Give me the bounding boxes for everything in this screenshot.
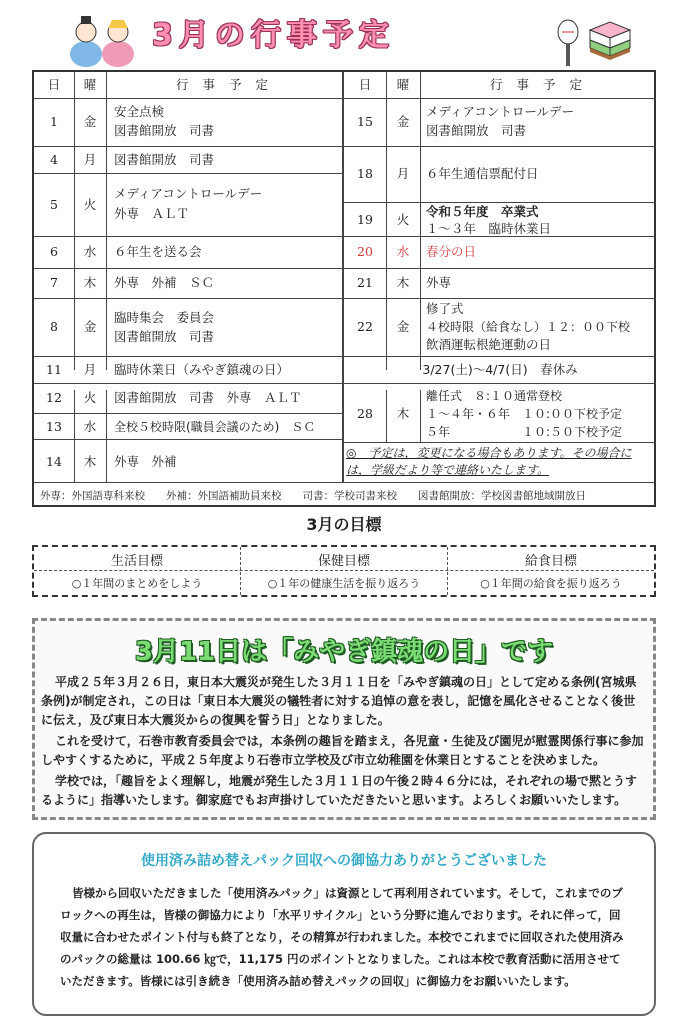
day-cell: 21 bbox=[357, 275, 373, 290]
weekday-cell: 火 bbox=[396, 212, 410, 227]
goal-text: ○１年の健康生活を振り返ろう bbox=[267, 577, 421, 590]
event-line: メディアコントロールデー bbox=[426, 104, 575, 119]
goal-life bbox=[34, 547, 240, 595]
recycle-body: 皆様から回収いただきました「使用済みパック」は資源として再利用されています。そして，これまでのブロックへの再生は，皆様の御協力により「水平リサイクル」という分野に進んでおります。それに伴って，回収量に合わせたポイント付与も終了となり，その精算が行われました。本校でこれまでに回収された使用済みのパックの総量は 100.66 ㎏で，11,175 円のポイントとなりました。これは本校で教育活動に活用させていただきます。皆様には引き続き「使用済み詰め替えパックの回収」に御協力をお願いいたします。 bbox=[60, 886, 624, 988]
event-line: 図書館開放 司書 bbox=[114, 329, 215, 344]
event-line: 令和５年度 卒業式 bbox=[426, 204, 539, 219]
event-line: 図書館開放 司書 bbox=[426, 123, 527, 138]
event-line: 飲酒運転根絶運動の日 bbox=[426, 337, 552, 352]
event-line: 外専 bbox=[426, 275, 452, 290]
event-line: ４校時限（給食なし）１２：００下校 bbox=[426, 320, 631, 334]
hishi-mochi-icon bbox=[586, 16, 634, 64]
header-event-right: 行事予定 bbox=[489, 77, 596, 92]
goal-heading: 保健目標 bbox=[317, 554, 370, 569]
goal-heading: 生活目標 bbox=[110, 554, 163, 569]
day-cell: 7 bbox=[50, 275, 58, 290]
event-line: 春分の日 bbox=[426, 244, 477, 259]
header-event: 行事予定 bbox=[175, 77, 282, 92]
day-cell: 19 bbox=[357, 212, 373, 227]
abbreviation-legend: 外専：外国語専科来校 外補：外国語補助員来校 司書：学校司書来校 図書館開放：学校図書館地域開放日 bbox=[40, 490, 586, 502]
day-cell: 5 bbox=[50, 197, 58, 212]
weekday-cell: 水 bbox=[83, 244, 97, 259]
day-cell: 8 bbox=[50, 319, 58, 334]
weekday-cell: 木 bbox=[83, 454, 97, 469]
event-line: 離任式 ８:１０通常登校 bbox=[426, 389, 563, 403]
event-line: ６年生を送る会 bbox=[114, 244, 202, 259]
weekday-cell: 水 bbox=[83, 419, 97, 434]
event-line: ５年 １０:５０下校予定 bbox=[426, 425, 623, 439]
event-line: 臨時集会 委員会 bbox=[114, 310, 215, 325]
memorial-day-title: 3月11日は「みやぎ鎮魂の日」です bbox=[134, 637, 554, 667]
goal-health bbox=[241, 547, 447, 595]
event-line: 修了式 bbox=[426, 301, 464, 316]
weekday-cell: 木 bbox=[83, 275, 97, 290]
weekday-cell: 月 bbox=[83, 362, 97, 377]
weekday-cell: 金 bbox=[83, 319, 97, 334]
memorial-paragraph: これを受けて，石巻市教育委員会では，本条例の趣旨を踏まえ，各児童・生徒及び園児が慰霊関係行事に参加しやすくするために，平成２５年度より石巻市立学校及び市立幼稚園を休業日とすることを決めました。 bbox=[41, 734, 644, 767]
weekday-cell: 月 bbox=[396, 166, 410, 181]
lantern-icon bbox=[555, 18, 581, 68]
memorial-paragraph: 平成２５年３月２６日，東日本大震災が発生した３月１１日を「みやぎ鎮魂の日」として定める条例(宮城県条例)が制定され，この日は「東日本大震災の犠牲者に対する追悼の意を表し，記憶を風化させることなく後世に伝え，及び東日本大震災からの復興を誓う日」となりました。 bbox=[41, 675, 637, 727]
event-line: 外専 ＡＬＴ bbox=[114, 206, 190, 221]
goal-lunch bbox=[448, 547, 654, 595]
weekday-cell: 火 bbox=[83, 390, 97, 405]
header-weekday: 曜 bbox=[83, 77, 97, 92]
spring-break-note: 3/27(土)～4/7(日) 春休み bbox=[422, 362, 578, 377]
day-cell: 1 bbox=[50, 114, 58, 129]
day-cell: 22 bbox=[357, 319, 373, 334]
event-line: 図書館開放 司書 外専 ＡＬＴ bbox=[114, 390, 302, 405]
event-line: 安全点検 bbox=[114, 104, 165, 119]
day-cell: 11 bbox=[46, 362, 62, 377]
weekday-cell: 金 bbox=[83, 114, 97, 129]
recycle-title: 使用済み詰め替えパック回収への御協力ありがとうございました bbox=[141, 853, 547, 869]
day-cell: 20 bbox=[357, 244, 373, 259]
event-line: ６年生通信票配付日 bbox=[426, 166, 539, 181]
weekday-cell: 木 bbox=[396, 406, 410, 421]
page-title: 3月の行事予定 bbox=[152, 18, 395, 53]
weekday-cell: 水 bbox=[396, 244, 410, 259]
day-cell: 4 bbox=[50, 152, 58, 167]
header-day-right: 日 bbox=[358, 77, 372, 92]
event-schedule-table bbox=[32, 70, 656, 507]
event-line: 外専 外補 bbox=[114, 454, 177, 469]
event-line: １～４年・６年 １０:００下校予定 bbox=[426, 407, 623, 421]
event-line: 外専 外補 ＳＣ bbox=[114, 275, 215, 290]
day-cell: 28 bbox=[357, 406, 373, 421]
memorial-day-section bbox=[32, 618, 656, 820]
day-cell: 12 bbox=[46, 390, 62, 405]
goals-title: 3月の目標 bbox=[306, 515, 382, 534]
weekday-cell: 金 bbox=[396, 114, 410, 129]
schedule-change-notice: ◎ 予定は，変更になる場合もあります。その場合には，学級だより等で連絡いたします。 bbox=[346, 446, 632, 477]
day-cell: 18 bbox=[357, 166, 373, 181]
monthly-goals-table bbox=[32, 545, 656, 597]
weekday-cell: 月 bbox=[83, 152, 97, 167]
header-weekday-right: 曜 bbox=[396, 77, 410, 92]
day-cell: 13 bbox=[46, 419, 62, 434]
event-line: 臨時休業日（みやぎ鎮魂の日） bbox=[114, 362, 290, 377]
event-line: 全校５校時限(職員会議のため) ＳＣ bbox=[114, 420, 316, 434]
event-line: １～３年 臨時休業日 bbox=[426, 221, 552, 236]
recycle-thanks-section bbox=[32, 832, 656, 1016]
event-line: 図書館開放 司書 bbox=[114, 152, 215, 167]
page-header bbox=[0, 0, 688, 70]
day-cell: 14 bbox=[46, 454, 62, 469]
hina-dolls-icon bbox=[66, 14, 138, 68]
goal-text: ○１年間の給食を振り返ろう bbox=[480, 577, 622, 590]
day-cell: 6 bbox=[50, 244, 58, 259]
weekday-cell: 木 bbox=[396, 275, 410, 290]
weekday-cell: 金 bbox=[396, 319, 410, 334]
header-day: 日 bbox=[47, 77, 61, 92]
day-cell: 15 bbox=[357, 114, 373, 129]
weekday-cell: 火 bbox=[83, 197, 97, 212]
event-line: メディアコントロールデー bbox=[114, 186, 263, 201]
goal-heading: 給食目標 bbox=[524, 554, 577, 569]
event-line: 図書館開放 司書 bbox=[114, 123, 215, 138]
memorial-paragraph: 学校では，「趣旨をよく理解し，地震が発生した３月１１日の午後２時４６分には，それぞれの場で黙とうするように」指導いたします。御家庭でもお声掛けしていただきたいと思います。よろしくお願いいたします。 bbox=[41, 774, 638, 807]
goal-text: ○１年間のまとめをしよう bbox=[71, 577, 203, 590]
